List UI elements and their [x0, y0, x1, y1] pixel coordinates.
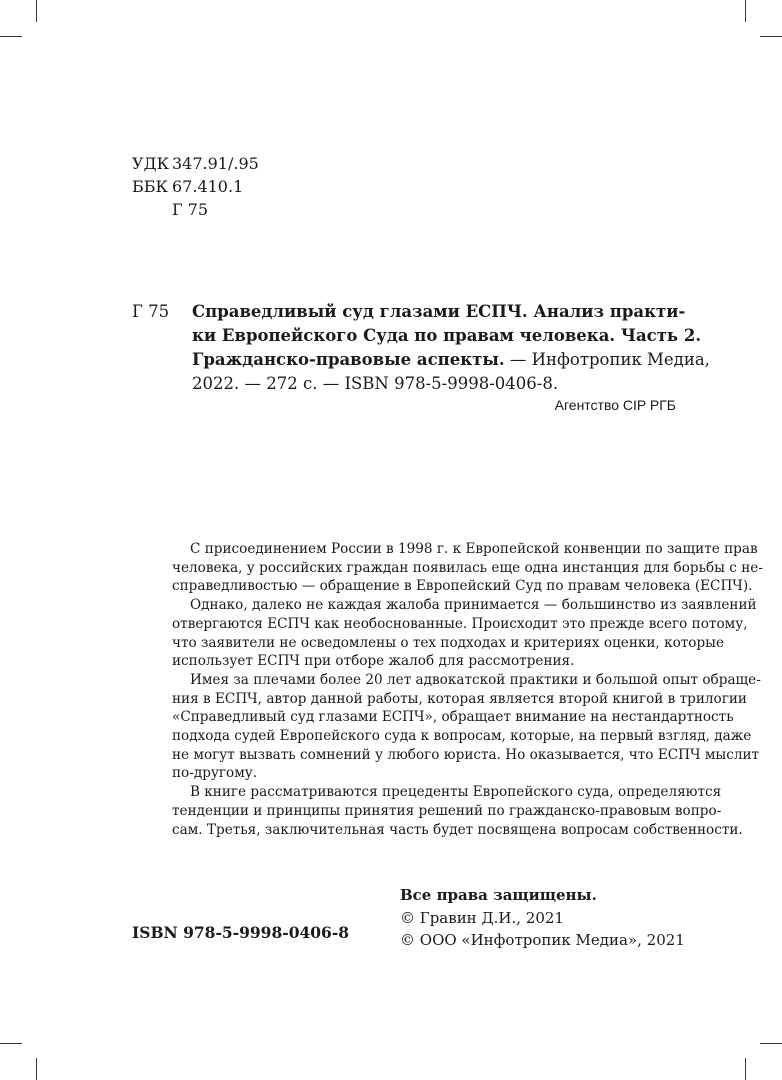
- rights-block: [400, 884, 685, 952]
- crop-mark: [745, 0, 746, 22]
- annotation-line: ния в ЕСПЧ, автор данной работы, которая является второй книгой в трилогии: [172, 690, 747, 707]
- annotation-line: С присоединением России в 1998 г. к Европейской конвенции по защите прав: [190, 541, 758, 557]
- udk-value: 347.91/.95: [172, 154, 259, 173]
- author-copyright: © Гравин Д.И., 2021: [400, 908, 564, 927]
- annotation-line: тенденции и принципы принятия решений по гражданско-правовым вопро-: [172, 802, 722, 819]
- entry-code: Г 75: [132, 302, 170, 321]
- bibliographic-entry: [132, 300, 710, 396]
- bbk-row: [132, 175, 259, 198]
- annotation: [172, 540, 763, 839]
- entry-line: Гражданско-правовые аспекты. — Инфотропик Медиа,: [192, 350, 710, 369]
- author-mark: Г 75: [172, 200, 209, 219]
- cip-agency: Агентство CIP РГБ: [554, 397, 676, 413]
- crop-mark: [760, 1043, 782, 1044]
- entry-line: Справедливый суд глазами ЕСПЧ. Анализ практи-: [192, 302, 686, 321]
- annotation-line: Однако, далеко не каждая жалоба принимается — большинство из заявлений: [190, 597, 757, 614]
- annotation-line: справедливостью — обращение в Европейский Суд по правам человека (ЕСПЧ).: [172, 578, 753, 595]
- annotation-line: Имея за плечами более 20 лет адвокатской практики и большой опыт обраще-: [190, 671, 761, 688]
- crop-mark: [0, 1043, 22, 1044]
- publisher-copyright: © ООО «Инфотропик Медиа», 2021: [400, 931, 685, 949]
- annotation-line: не могут вызвать сомнений у любого юриста. Но оказывается, что ЕСПЧ мыслит: [172, 746, 760, 763]
- entry-line: ки Европейского Суда по правам человека. Часть 2.: [192, 326, 702, 345]
- entry-body: [192, 300, 710, 396]
- crop-mark: [36, 0, 37, 22]
- bbk-label: ББК: [132, 177, 168, 196]
- udk-row: [132, 152, 259, 175]
- annotation-line: человека, у российских граждан появилась еще одна инстанция для борьбы с не-: [172, 559, 763, 576]
- annotation-line: В книге рассматриваются прецеденты Европейского суда, определяются: [190, 784, 722, 801]
- annotation-line: подхода судей Европейского суда к вопросам, которые, на первый взгляд, даже: [172, 728, 752, 745]
- crop-mark: [745, 1058, 746, 1080]
- rights-title: Все права защищены.: [400, 886, 597, 904]
- crop-mark: [36, 1058, 37, 1080]
- annotation-line: что заявители не осведомлены о тех подходах и критериях оценки, которые: [172, 634, 725, 651]
- annotation-line: «Справедливый суд глазами ЕСПЧ», обращает внимание на нестандартность: [172, 709, 734, 726]
- udk-label: УДК: [132, 154, 169, 173]
- entry-line: 2022. — 272 с. — ISBN 978-5-9998-0406-8.: [192, 374, 559, 393]
- annotation-line: отвергаются ЕСПЧ как необоснованные. Происходит это прежде всего потому,: [172, 615, 748, 632]
- isbn: ISBN 978-5-9998-0406-8: [132, 923, 350, 942]
- author-mark-row: [132, 198, 259, 221]
- classification-block: [132, 152, 259, 221]
- crop-mark: [0, 36, 22, 37]
- bbk-value: 67.410.1: [172, 177, 244, 196]
- annotation-line: сам. Третья, заключительная часть будет посвящена вопросам собственности.: [172, 821, 743, 838]
- crop-mark: [760, 36, 782, 37]
- annotation-line: использует ЕСПЧ при отборе жалоб для рассмотрения.: [172, 653, 575, 670]
- annotation-line: по-другому.: [172, 765, 258, 782]
